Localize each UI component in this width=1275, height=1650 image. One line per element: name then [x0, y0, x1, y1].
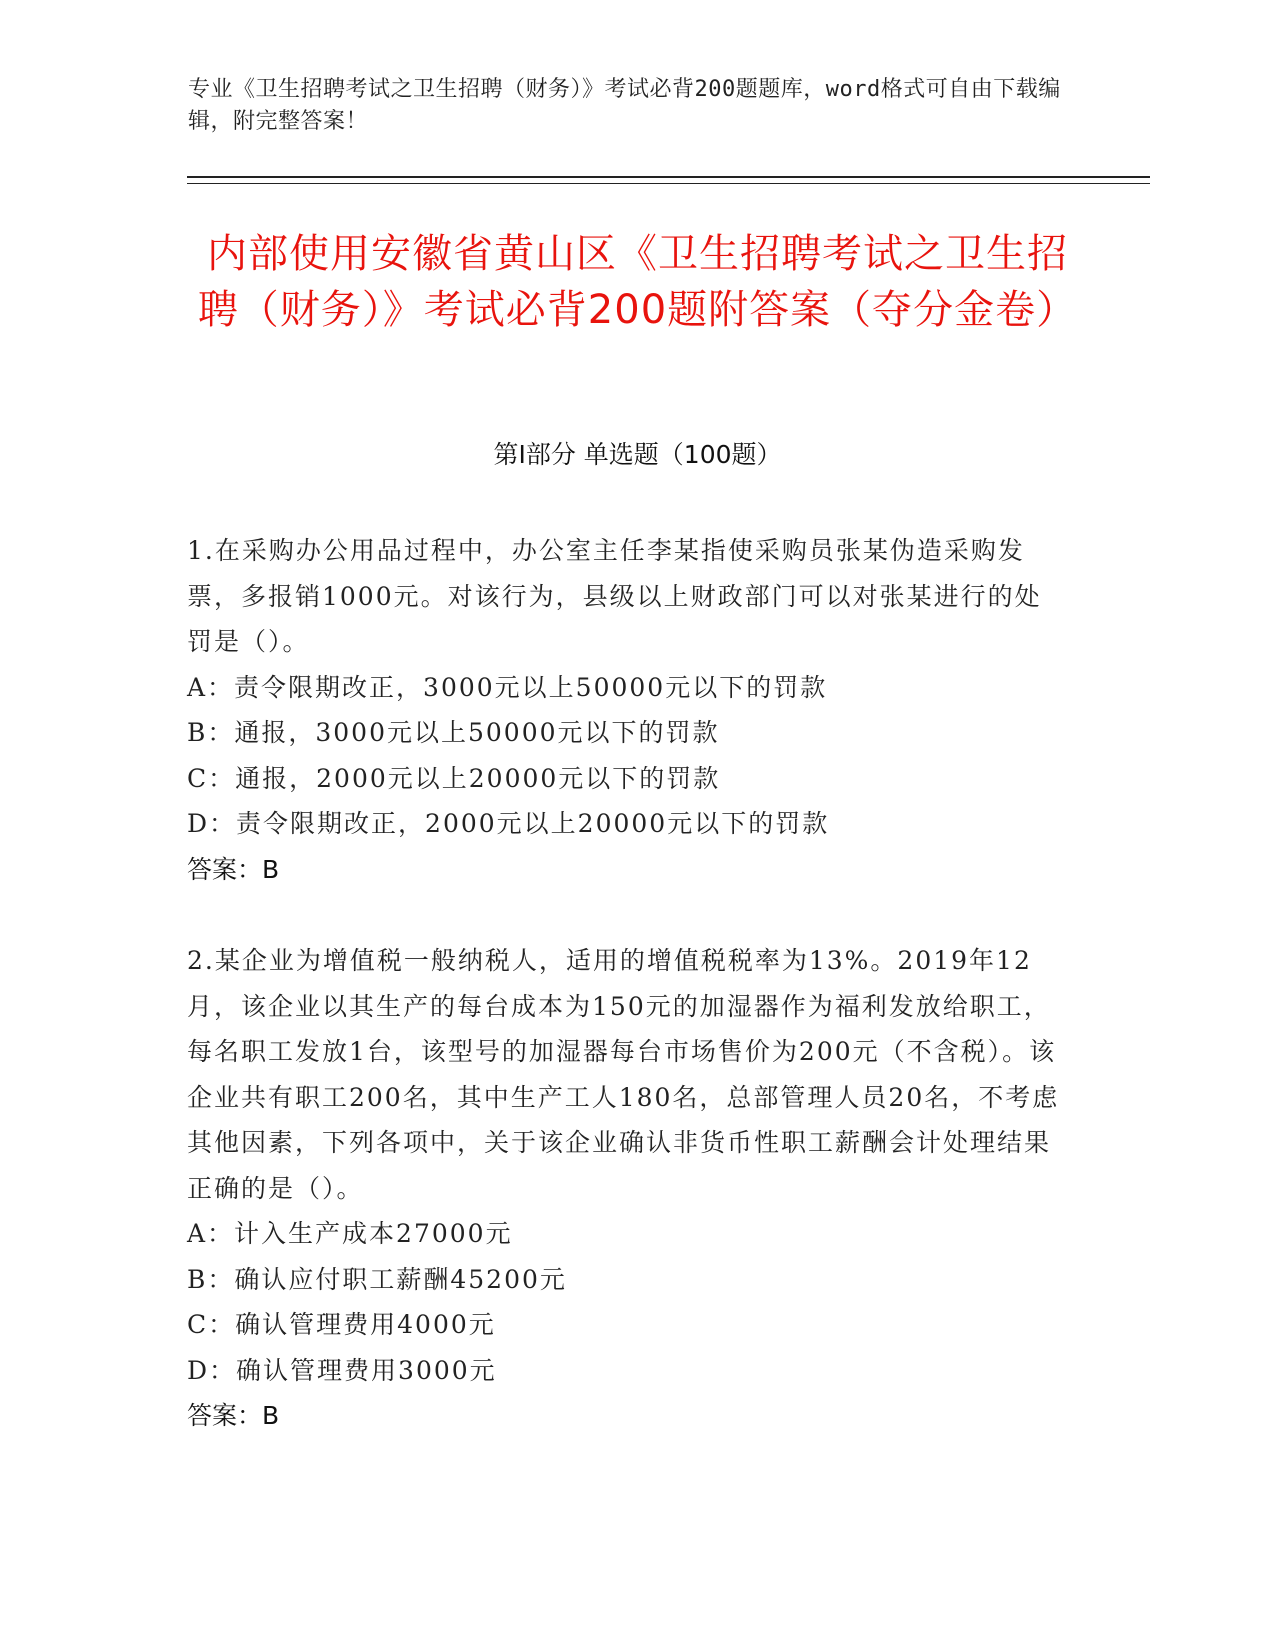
- question-stem: 2.某企业为增值税一般纳税人，适用的增值税税率为13%。2019年12月，该企业以其生产的每台成本为150元的加湿器作为福利发放给职工，每名职工发放1台，该型号的加湿器每台市场售价为200元（不含税）。该企业共有职工200名，其中生产工人180名，总部管理人员20名，不考虑其他因素，下列各项中，关于该企业确认非货币性职工薪酬会计处理结果正确的是（）。: [187, 946, 1060, 1203]
- question-option-d: D：责令限期改正，2000元以上20000元以下的罚款: [187, 809, 830, 838]
- document-title: 内部使用安徽省黄山区《卫生招聘考试之卫生招聘（财务）》考试必背200题附答案（夺分金卷）: [197, 231, 1078, 333]
- question-option-a: A：责令限期改正，3000元以上50000元以下的罚款: [187, 672, 828, 702]
- section-heading: 第Ⅰ部分 单选题（100题）: [493, 440, 782, 469]
- question-answer: 答案：B: [187, 854, 280, 884]
- question-answer: 答案：B: [187, 1401, 280, 1430]
- question-option-c: C：通报，2000元以上20000元以下的罚款: [187, 763, 721, 793]
- header-rule-thin: [187, 183, 1150, 184]
- question-option-a: A：计入生产成本27000元: [187, 1219, 513, 1248]
- header-rule-thick: [187, 176, 1150, 178]
- question-item: [187, 528, 1067, 892]
- question-item: [187, 938, 1067, 1439]
- question-option-c: C：确认管理费用4000元: [187, 1310, 496, 1339]
- header-note: 专业《卫生招聘考试之卫生招聘（财务）》考试必背200题题库，word格式可自由下载编辑，附完整答案！: [188, 77, 1061, 134]
- question-stem: 1.在采购办公用品过程中，办公室主任李某指使采购员张某伪造采购发票，多报销1000元。对该行为，县级以上财政部门可以对张某进行的处罚是（）。: [187, 536, 1042, 656]
- question-option-d: D：确认管理费用3000元: [187, 1355, 497, 1385]
- question-option-b: B：通报，3000元以上50000元以下的罚款: [187, 718, 720, 747]
- question-option-b: B：确认应付职工薪酬45200元: [187, 1264, 567, 1294]
